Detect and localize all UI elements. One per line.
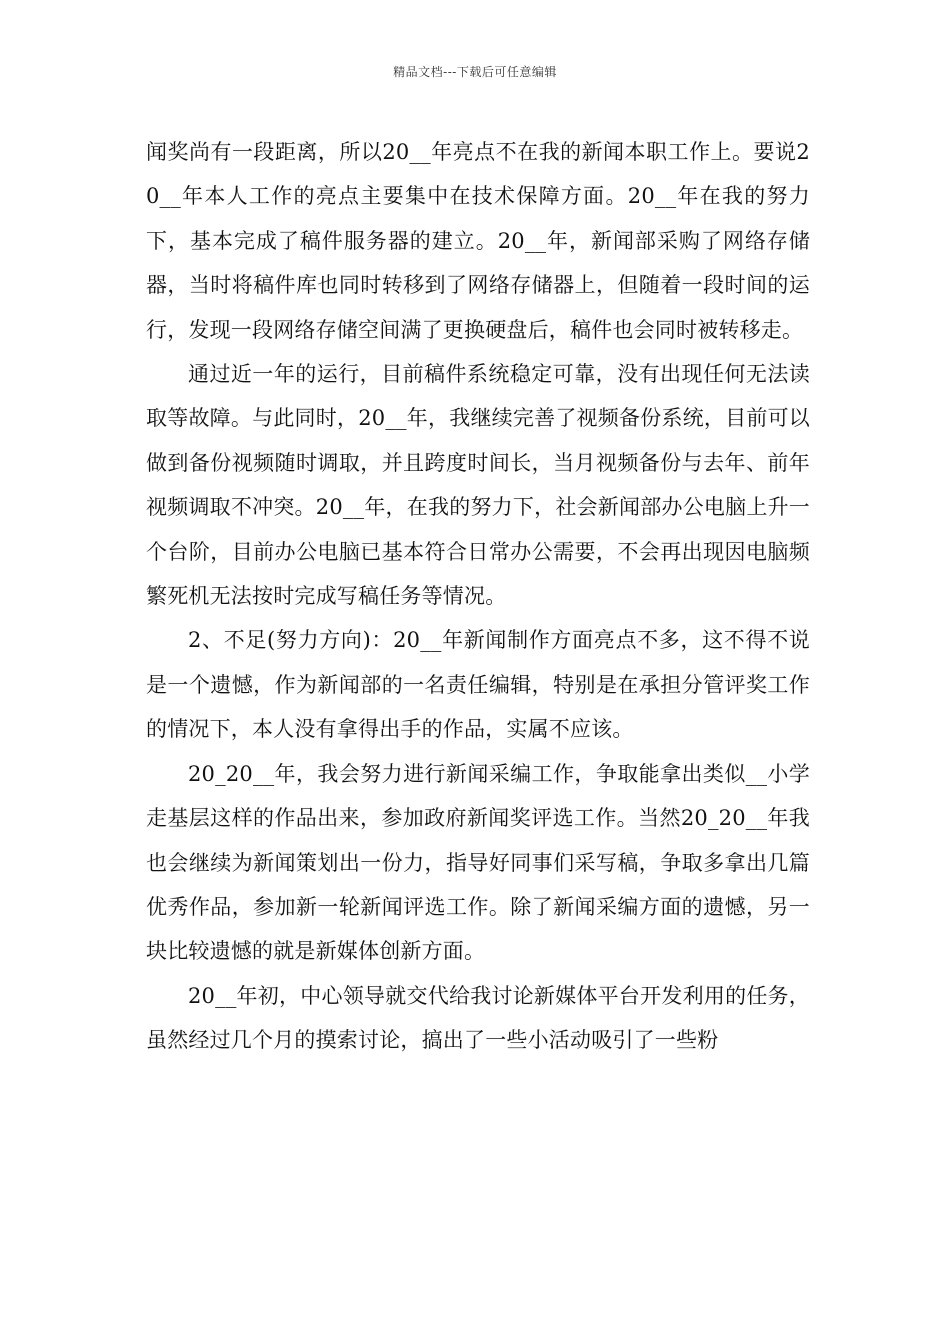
paragraph-3: 2、不足(努力方向)：20__年新闻制作方面亮点不多，这不得不说是一个遗憾，作为新闻部的一名责任编辑，特别是在承担分管评奖工作的情况下，本人没有拿得出手的作品，实属不应该。 (146, 628, 810, 742)
paragraph-1: 闻奖尚有一段距离，所以20__年亮点不在我的新闻本职工作上。要说20__年本人工作的亮点主要集中在技术保障方面。20__年在我的努力下，基本完成了稿件服务器的建立。20__年，新闻部采购了网络存储器，当时将稿件库也同时转移到了网络存储器上，但随着一段时间的运行，发现一段网络存储空间满了更换硬盘后，稿件也会同时被转移走。 (146, 140, 810, 342)
paragraph-5: 20__年初，中心领导就交代给我讨论新媒体平台开发利用的任务，虽然经过几个月的摸索讨论，搞出了一些小活动吸引了一些粉 (146, 983, 810, 1053)
paragraph-4: 20_20__年，我会努力进行新闻采编工作，争取能拿出类似__小学走基层这样的作品出来，参加政府新闻奖评选工作。当然20_20__年我也会继续为新闻策划出一份力，指导好同事们采写稿，争取多拿出几篇优秀作品，参加新一轮新闻评选工作。除了新闻采编方面的遗憾，另一块比较遗憾的就是新媒体创新方面。 (146, 761, 810, 964)
paragraph-2: 通过近一年的运行，目前稿件系统稳定可靠，没有出现任何无法读取等故障。与此同时，20__年，我继续完善了视频备份系统，目前可以做到备份视频随时调取，并且跨度时间长，当月视频备份与去年、前年视频调取不冲突。20__年，在我的努力下，社会新闻部办公电脑上升一个台阶，目前办公电脑已基本符合日常办公需要，不会再出现因电脑频繁死机无法按时完成写稿任务等情况。 (146, 362, 810, 609)
document-body (146, 130, 810, 1063)
page-header: 精品文档---下载后可任意编辑 (393, 65, 557, 79)
